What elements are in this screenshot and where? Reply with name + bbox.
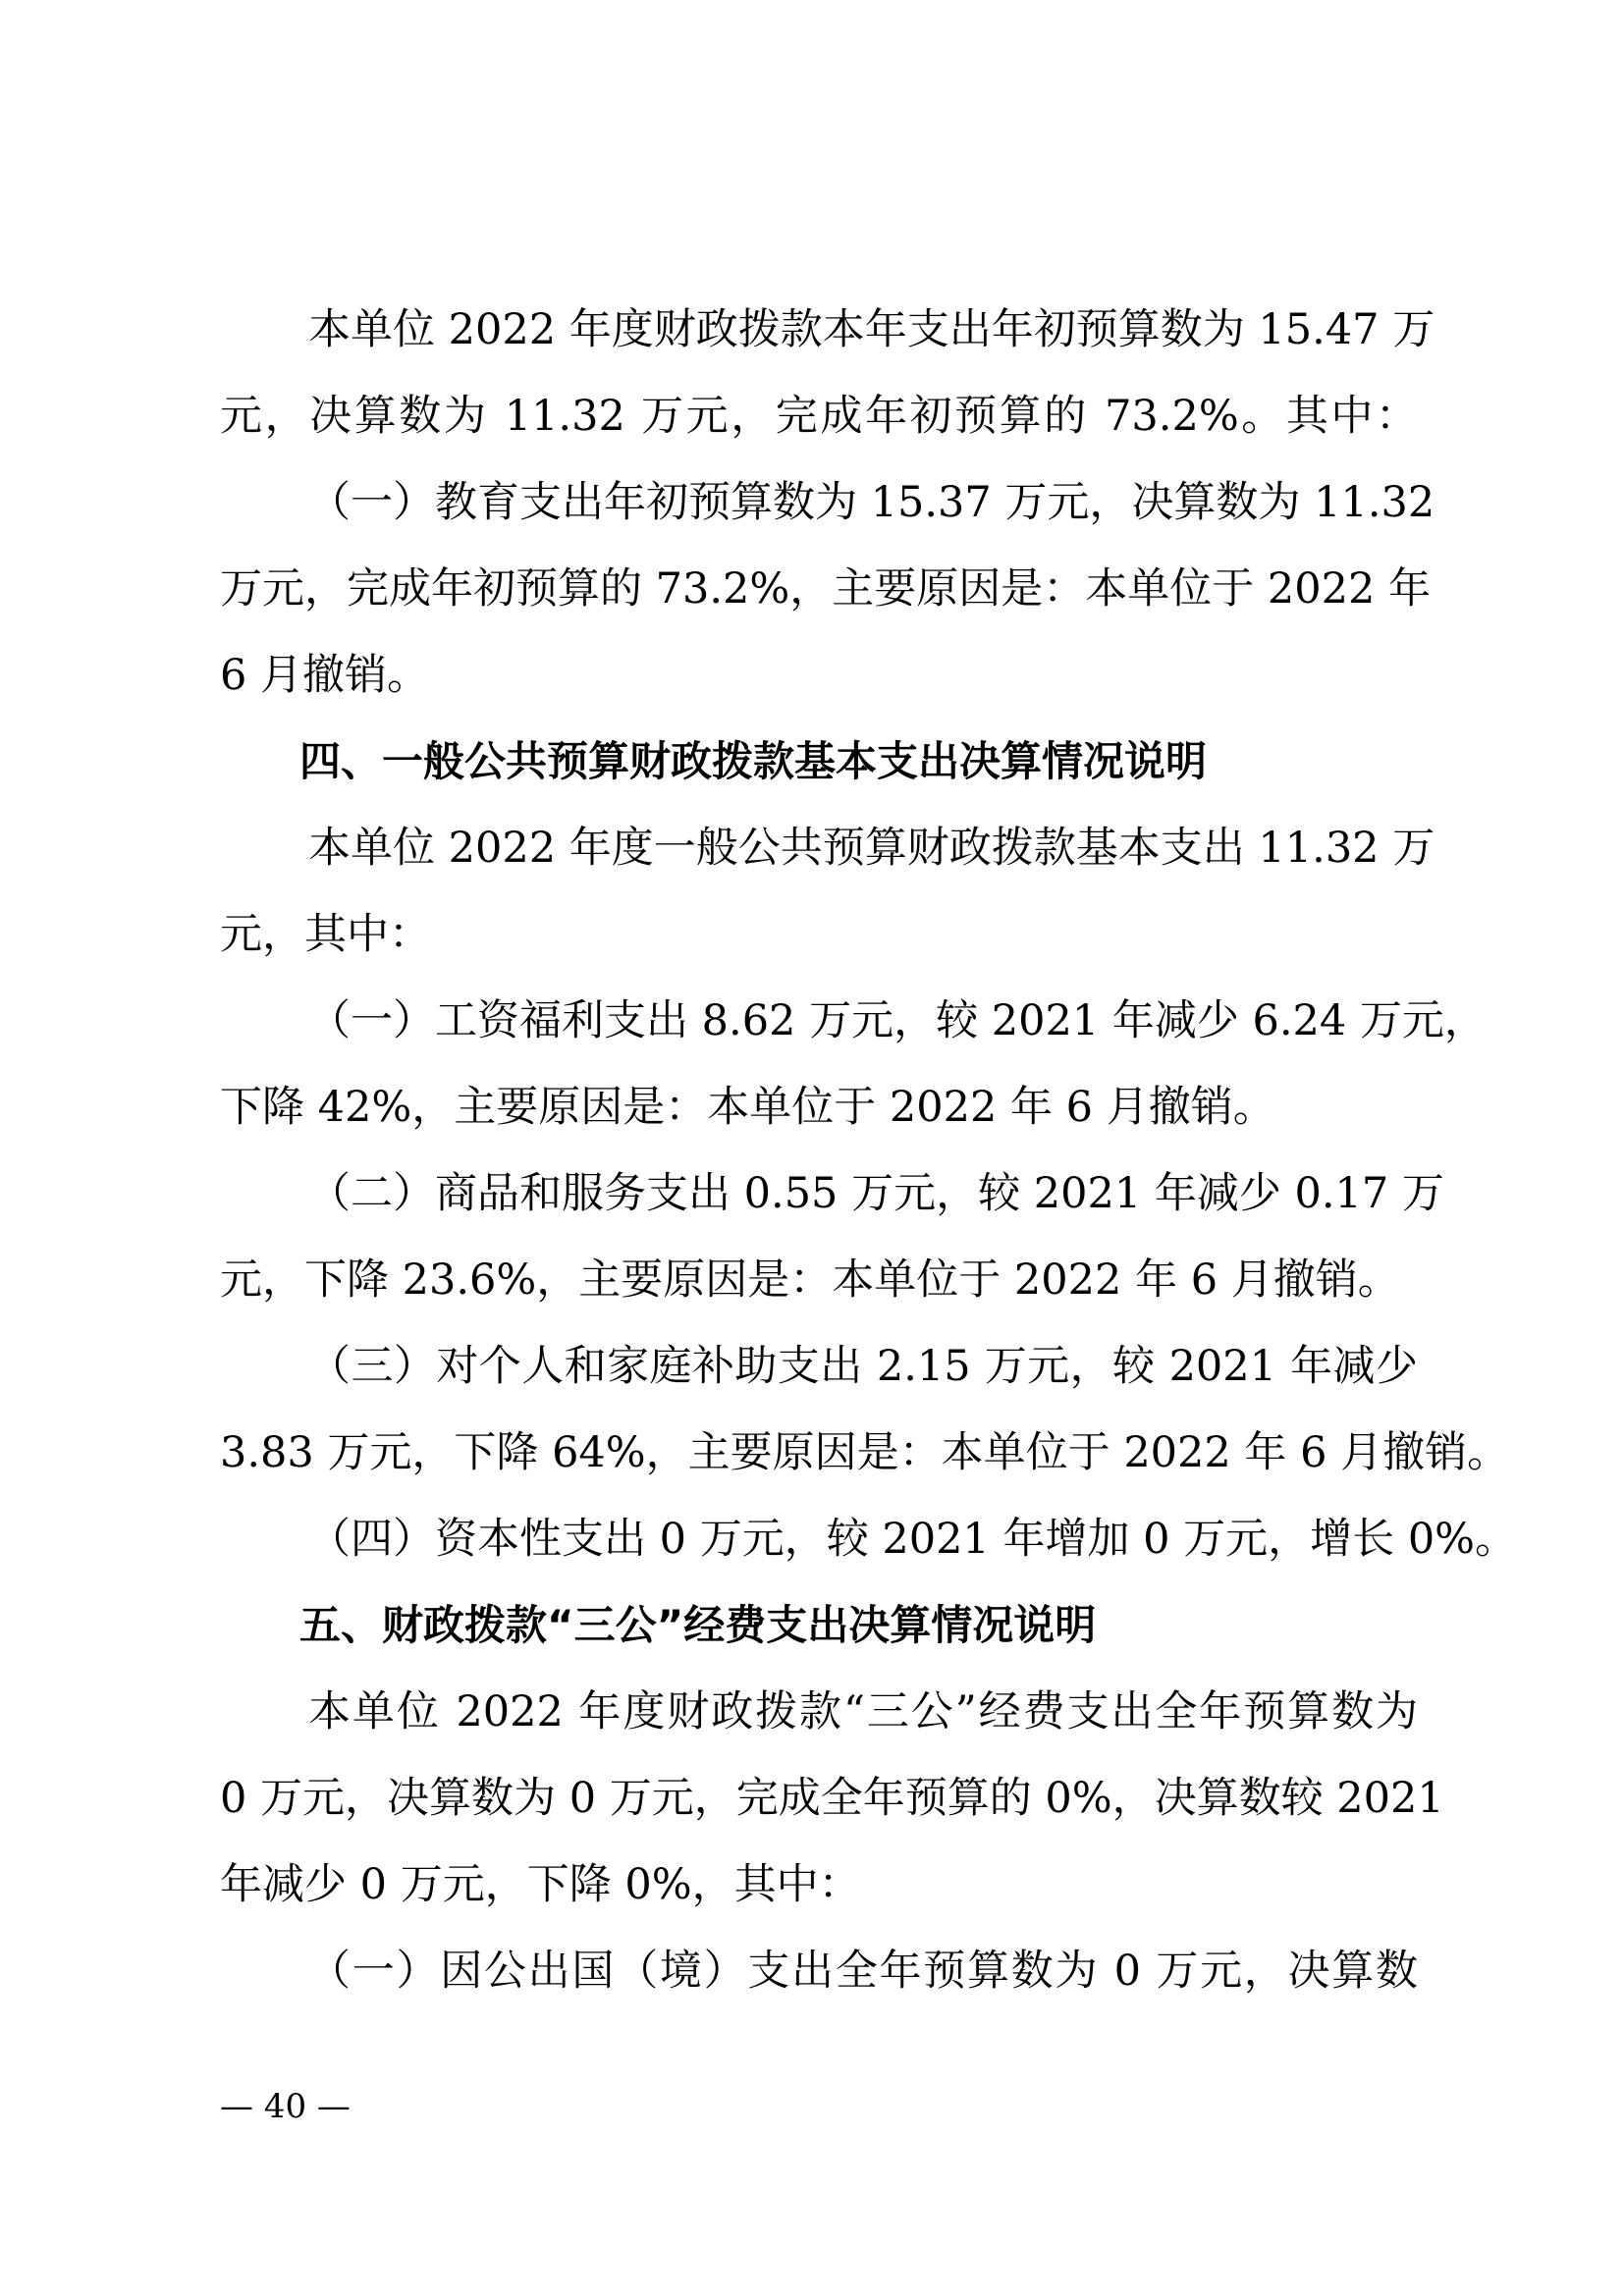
body-text-line: （一）因公出国（境）支出全年预算数为 0 万元，决算数 (308, 1947, 1418, 1996)
body-text-line: （二）商品和服务支出 0.55 万元，较 2021 年减少 0.17 万 (308, 1169, 1444, 1218)
body-text-line: 元，决算数为 11.32 万元，完成年初预算的 73.2%。其中： (220, 392, 1418, 441)
body-text-line: 下降 42%，主要原因是：本单位于 2022 年 6 月撤销。 (220, 1083, 1275, 1132)
body-text-line: （四）资本性支出 0 万元，较 2021 年增加 0 万元，增长 0%。 (308, 1515, 1518, 1564)
body-text-line: 6 月撤销。 (220, 651, 430, 700)
section-heading: 四、一般公共预算财政拨款基本支出决算情况说明 (299, 737, 1208, 785)
body-text-line: （一）工资福利支出 8.62 万元，较 2021 年减少 6.24 万元， (308, 996, 1487, 1045)
page-number: — 40 — (220, 2087, 351, 2126)
body-text-line: 3.83 万元，下降 64%，主要原因是：本单位于 2022 年 6 月撤销。 (220, 1428, 1510, 1477)
body-text-line: 万元，完成年初预算的 73.2%，主要原因是：本单位于 2022 年 (220, 564, 1432, 614)
body-text-line: 元，下降 23.6%，主要原因是：本单位于 2022 年 6 月撤销。 (220, 1255, 1400, 1305)
section-heading: 五、财政拨款“三公”经费支出决算情况说明 (299, 1601, 1097, 1649)
body-text-line: 0 万元，决算数为 0 万元，完成全年预算的 0%，决算数较 2021 (220, 1774, 1444, 1823)
body-text-line: （一）教育支出年初预算数为 15.37 万元，决算数为 11.32 (308, 478, 1435, 527)
body-text-line: 本单位 2022 年度财政拨款本年支出年初预算数为 15.47 万 (308, 305, 1435, 354)
body-text-line: 元，其中： (220, 910, 431, 959)
body-text-line: 年减少 0 万元，下降 0%，其中： (220, 1860, 861, 1909)
body-text-line: 本单位 2022 年度财政拨款“三公”经费支出全年预算数为 (308, 1687, 1418, 1736)
body-text-line: 本单位 2022 年度一般公共预算财政拨款基本支出 11.32 万 (308, 824, 1435, 873)
body-text-line: （三）对个人和家庭补助支出 2.15 万元，较 2021 年减少 (308, 1342, 1418, 1391)
document-body (220, 287, 1518, 2014)
